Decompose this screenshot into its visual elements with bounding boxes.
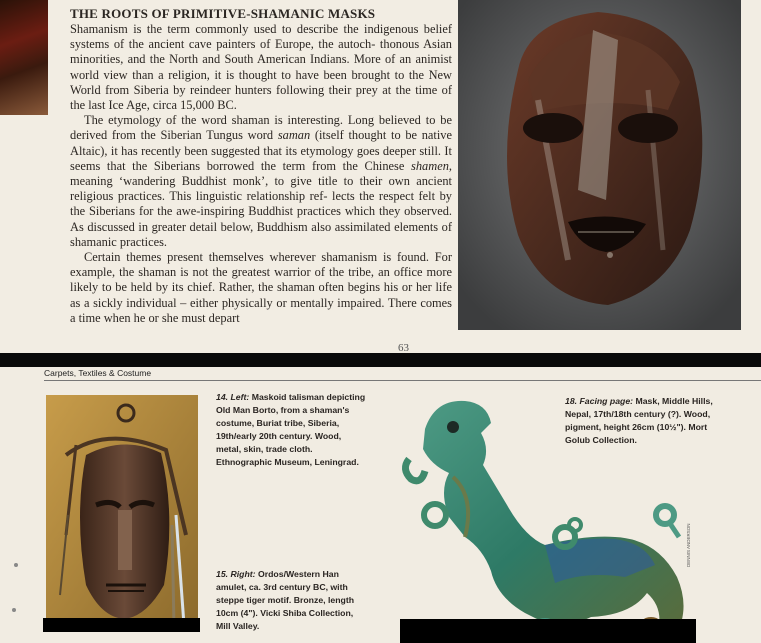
caption-18-text: Mask, Middle Hills, Nepal, 17th/18th century (?). Wood, pigment, height 26cm (10½"). Mort Golub Collection. — [565, 396, 713, 445]
caption-15-text: Ordos/Western Han amulet, ca. 3rd century BC, with steppe tiger motif. Bronze, length 10cm (4"). Vicki Shiba Collection, Mill Valley. — [216, 569, 355, 631]
paragraph-3: Certain themes present themselves wherever shamanism is found. For example, the shaman is not the greatest warrior of the tribe, an office more likely to be held by its chief. Rather, the shaman often begins his or her life as a sickly individual – either physically or mentally impaired. There comes a time when he or she must depart — [70, 250, 452, 325]
article-body — [70, 6, 452, 326]
running-head-rule — [44, 380, 761, 381]
talisman-photo — [46, 395, 198, 630]
mask-illustration — [458, 0, 741, 330]
page-number: 63 — [398, 342, 409, 353]
caption-14-text: Maskoid talisman depicting Old Man Borto, from a shaman's costume, Buriat tribe, Siberia, 19th/early 20th century. Wood, metal, skin, trade cloth. Ethnographic Museum, Leningrad. — [216, 392, 366, 467]
mask-photo — [458, 0, 741, 330]
margin-mark — [12, 608, 16, 612]
redaction-bar-right — [400, 619, 696, 643]
paragraph-2-part-a: The etymology of the word shaman is interesting. Long believed to be derived from the Siberian Tungus word — [70, 113, 452, 143]
caption-14 — [216, 391, 366, 469]
caption-18-lead: 18. Facing page: — [565, 396, 634, 406]
caption-18 — [565, 395, 715, 447]
caption-15-lead: 15. Right: — [216, 569, 256, 579]
article-title: THE ROOTS OF PRIMITIVE-SHAMANIC MASKS — [70, 6, 376, 21]
paragraph-2-part-c: , meaning ‘wandering Buddhist monk’, to give title to their own ancient religious practices. This linguistic relationship ref- lects the respect felt by the Siberians for the awe-inspiring Buddhist practices which they observed. As discussed in greater detail below, Buddhism also assimilated elements of shamanic practices. — [70, 158, 452, 249]
paragraph-2 — [70, 113, 452, 250]
paragraph-1: Shamanism is the term commonly used to describe the indigenous belief systems of the ancient cave painters of Europe, the autoch- thonous Asian minorities, and the North and South American Indians. More of an animist world view than a religion, it is thought to have been brought to the New World from Siberia by reindeer hunters following their prey at the time of the last Ice Age, circa 15,000 BC. — [70, 22, 452, 113]
left-photo-fragment — [0, 0, 48, 115]
caption-15 — [216, 568, 366, 633]
running-head: Carpets, Textiles & Costume — [44, 368, 152, 378]
bottom-page — [0, 367, 761, 643]
photo-credit: DENNIS ANDERSON — [686, 523, 691, 567]
caption-14-lead: 14. Left: — [216, 392, 250, 402]
talisman-illustration — [46, 395, 198, 630]
redaction-bar-left — [43, 618, 200, 632]
word-shamen: shamen — [411, 158, 449, 173]
margin-mark — [14, 563, 18, 567]
page-divider — [0, 353, 761, 367]
paragraph-2-part-b: (itself thought to be native Altaic), it has recently been suggested that its etymology goes deeper still. It seems that the Siberians borrowed the term from the Chinese — [70, 128, 453, 173]
word-saman: saman — [277, 128, 311, 143]
